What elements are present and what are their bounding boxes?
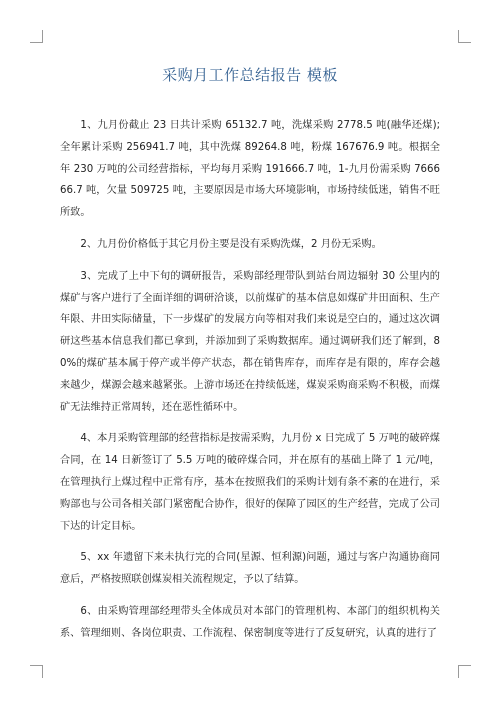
paragraph-4: 4、本月采购管理部的经营指标是按需采购，九月份 x 日完成了 5 万吨的破碎煤合同，在 14 日新签订了 5.5 万吨的破碎煤合同，并在原有的基础上降了 1 元/吨，在管理执行上煤过程中正常有序，基本在按照我们的采购计划有条不紊的在进行，采购部也与公司各相关部门紧密配合协作，很好的保障了园区的生产经营，完成了公司下达的计定目标。 — [60, 433, 440, 532]
paragraph-3: 3、完成了上中下旬的调研报告，采购部经理带队到站台周边辐射 30 公里内的煤矿与客户进行了全面详细的调研洽谈，以前煤矿的基本信息如煤矿井田面积、生产年限、井田实际储量，下一步煤矿的发展方向等相对我们来说是空白的，通过这次调研这些基本信息我们都已拿到，并添加到了采购数据库。通过调研我们还了解到，80%的煤矿基本属于停产或半停产状态，都在销售库存，而库存是有限的，库存会越来越少，煤源会越来越紧张。上游市场还在持续低迷，煤炭采购商采购不积极，而煤矿无法维持正常周转，还在恶性循环中。 — [60, 270, 440, 413]
document-title: 采购月工作总结报告 模板 — [162, 66, 338, 84]
document-body — [60, 115, 440, 645]
crop-mark-top-left — [30, 30, 43, 43]
paragraph-1: 1、九月份截止 23 日共计采购 65132.7 吨，洗煤采购 2778.5 吨(融华还煤);全年累计采购 256941.7 吨，其中洗煤 89264.8 吨，粉煤 167676.9 吨。根据全年 230 万吨的公司经营指标，平均每月采购 191666.7 吨，1-九月份需采购 766666.7 吨，欠量 509725 吨，主要原因是市场大环境影响，市场持续低迷，销售不旺所致。 — [60, 120, 440, 219]
crop-mark-top-right — [458, 30, 471, 43]
paragraph-5: 5、xx 年遗留下来未执行完的合同(星源、恒利源)问题，通过与客户沟通协商同意后，严格按照联创煤炭相关流程规定，予以了结算。 — [60, 552, 440, 586]
crop-mark-bottom-left — [30, 665, 43, 678]
crop-mark-bottom-right — [458, 665, 471, 678]
paragraph-6: 6、由采购管理部经理带头全体成员对本部门的管理机构、本部门的组织机构关系、管理细则、各岗位职责、工作流程、保密制度等进行了反复研究，认真的进行了 — [60, 605, 440, 639]
paragraph-2: 2、九月份价格低于其它月份主要是没有采购洗煤，2 月份无采购。 — [80, 238, 382, 250]
